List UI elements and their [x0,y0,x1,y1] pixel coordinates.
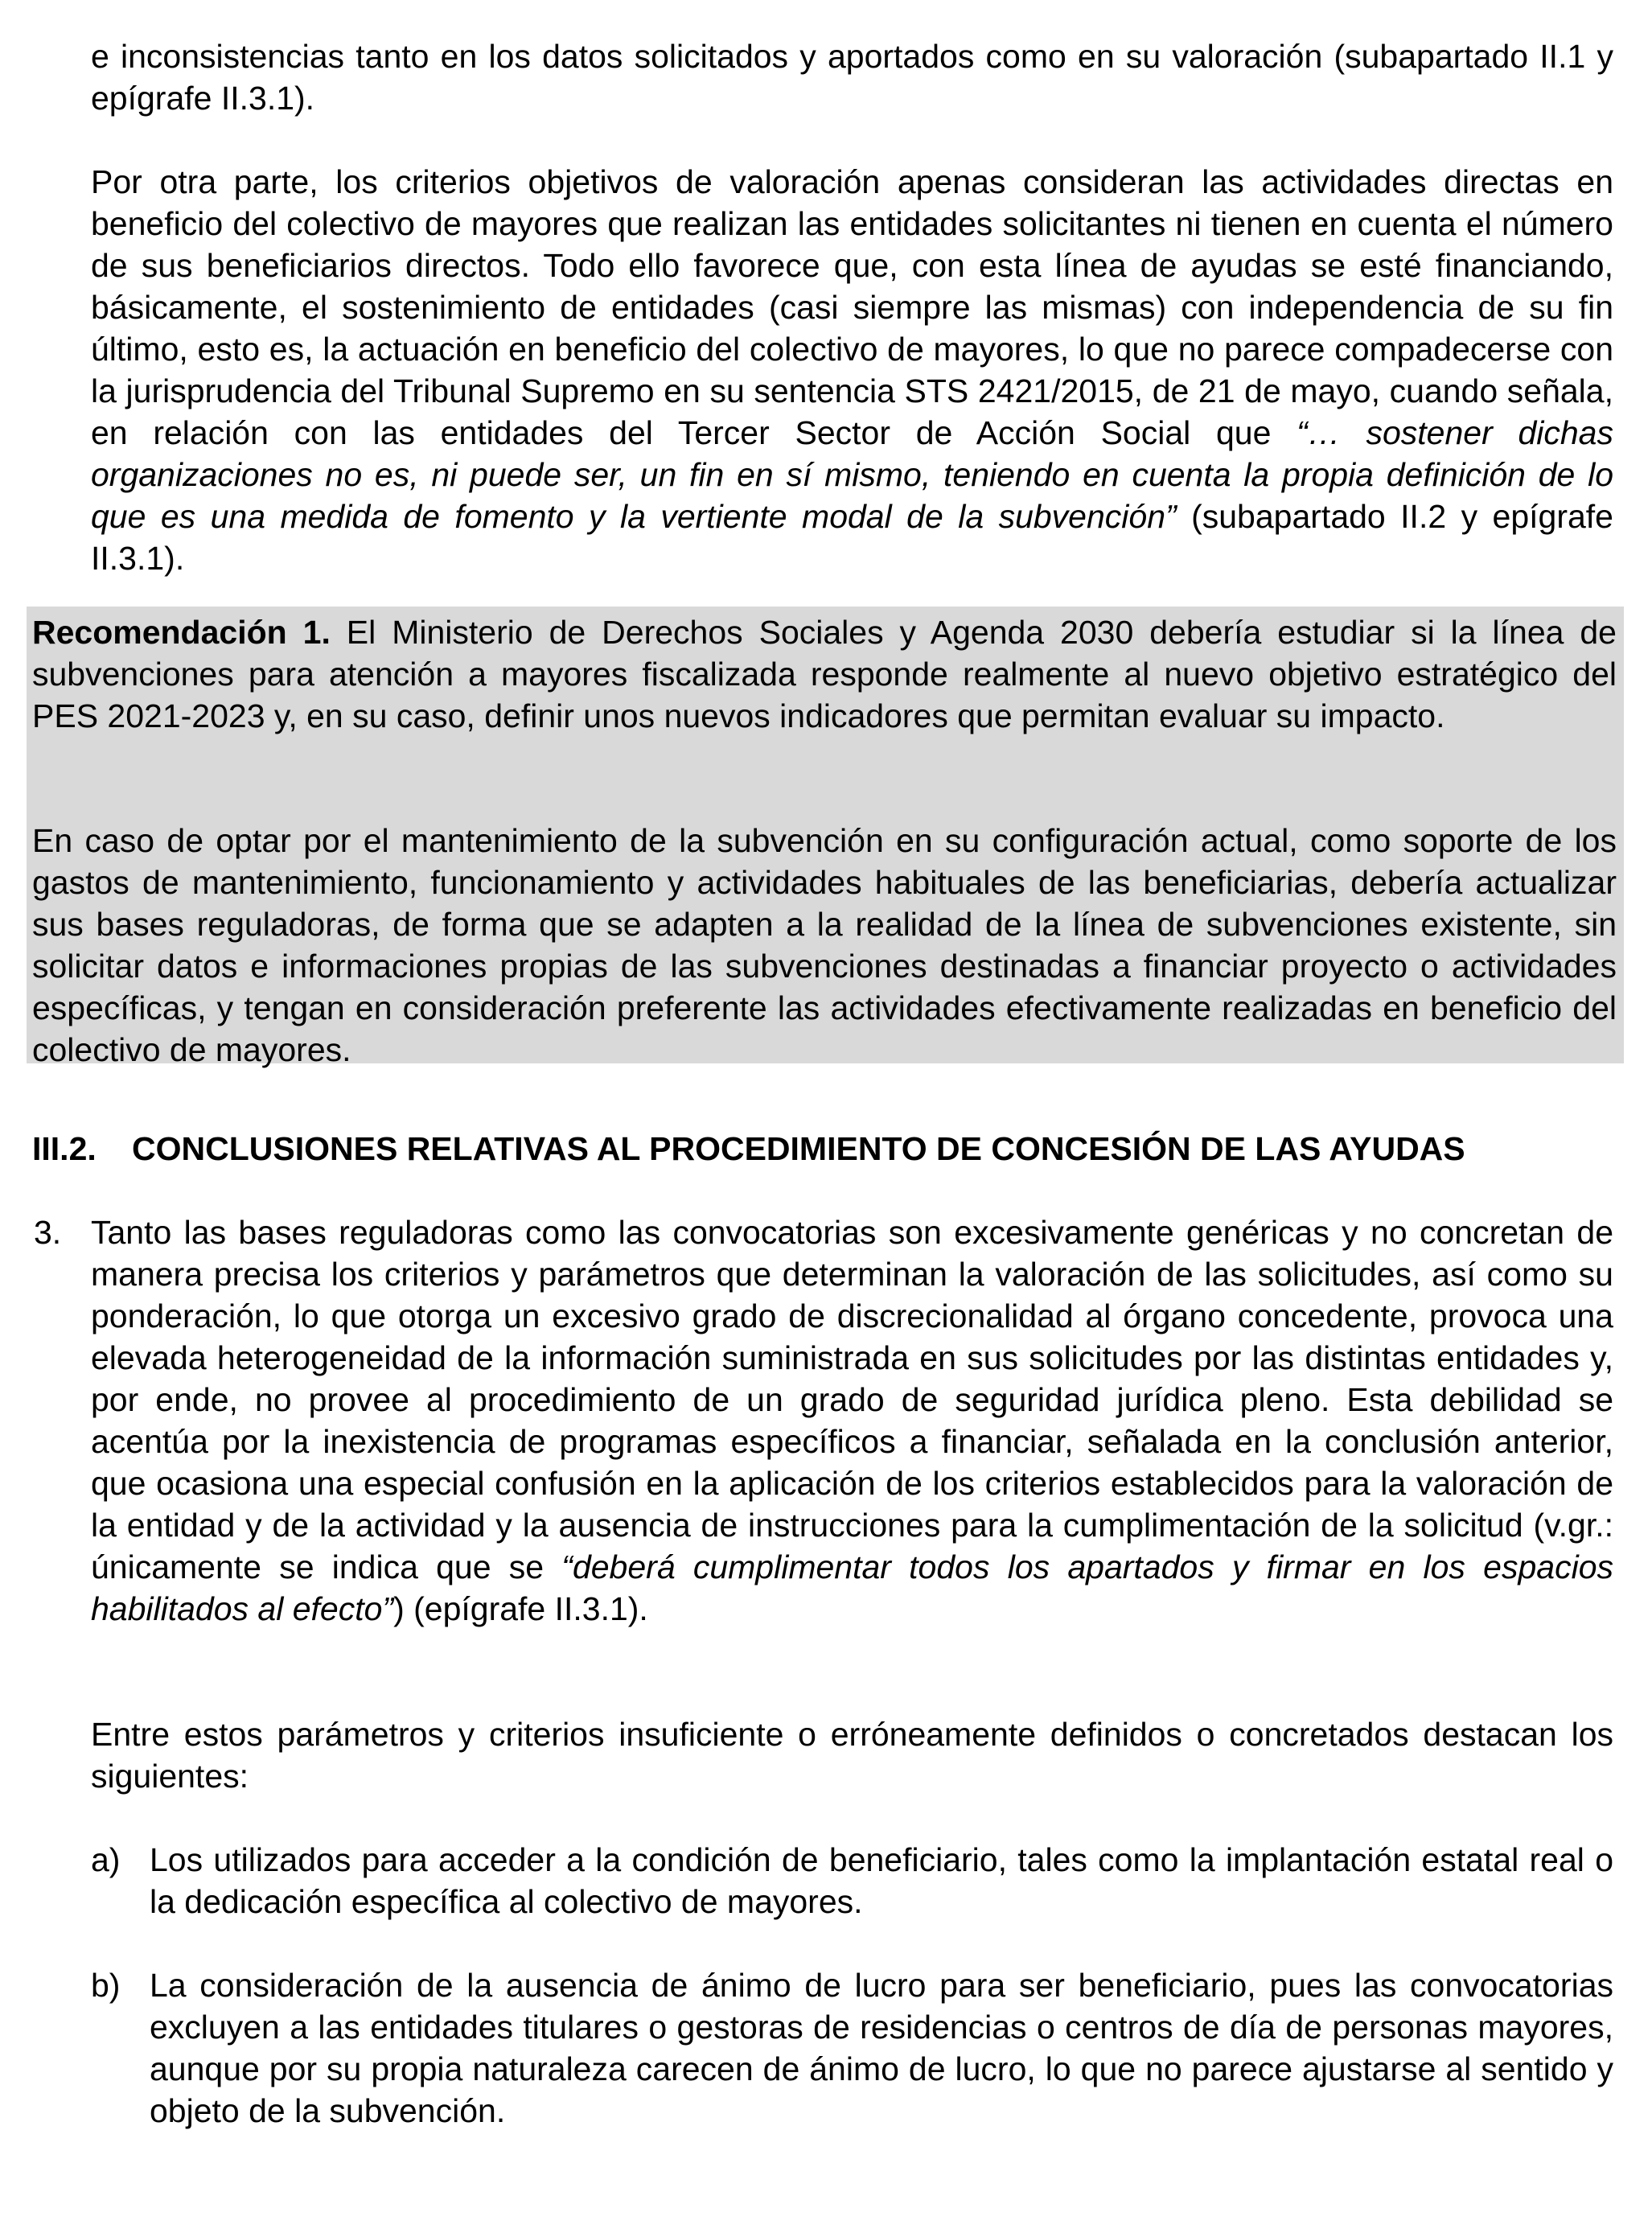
paragraph-2-reference: (subapartado II.2 y epígrafe II.3.1). [91,498,1613,577]
section-heading [32,1128,1465,1170]
sub-item-b-text: La consideración de la ausencia de ánimo de lucro para ser beneficiario, pues las convocatorias excluyen a las entidades titulares o gestoras de residencias o centros de día de personas mayores, aunque por su propia naturaleza carecen de ánimo de lucro, lo que no parece ajustarse al sentido y objeto de la subvención. [150,1967,1613,2129]
recommendation-text-2: En caso de optar por el mantenimiento de la subvención en su configuración actual, como soporte de los gastos de mantenimiento, funcionamiento y actividades habituales de las beneficiarias, debería actualizar sus bases reguladoras, de forma que se adapten a la realidad de la línea de subvenciones existente, sin solicitar datos e informaciones propias de las subvenciones destinadas a financiar proyecto o actividades específicas, y tengan en consideración preferente las actividades efectivamente realizadas en beneficio del colectivo de mayores. [32,822,1617,1068]
item-3-reference: ) (epígrafe II.3.1). [393,1590,648,1627]
sub-item-b-marker: b) [91,1967,121,2004]
section-number: III.2. [32,1130,97,1167]
paragraph-2-quote: “… sostener dichas organizaciones no es, ni puede ser, un fin en sí mismo, teniendo en cuenta la propia definición de lo que es una medida de fomento y la vertiente modal de la subvención” [91,414,1613,535]
recommendation-label: Recomendación 1. [32,614,331,651]
item-3-body: Tanto las bases reguladoras como las convocatorias son excesivamente genéricas y no concretan de manera precisa los criterios y parámetros que determinan la valoración de las solicitudes, así como su ponderación, lo que otorga un excesivo grado de discrecionalidad al órgano concedente, provoca una elevada heterogeneidad de la información suministrada en sus solicitudes por las distintas entidades y, por ende, no provee al procedimiento de un grado de seguridad jurídica pleno. Esta debilidad se acentúa por la inexistencia de programas específicos a financiar, señalada en la conclusión anterior, que ocasiona una especial confusión en la aplicación de los criterios establecidos para la valoración de la entidad y de la actividad y la ausencia de instrucciones para la cumplimentación de la solicitud (v.gr.: únicamente se indica que se [91,1214,1613,1585]
sub-item-a [150,1839,1613,1923]
item-3-marker: 3. [34,1214,62,1251]
recommendation-paragraph-1 [32,611,1617,737]
item-3-quote: “deberá cumplimentar todos los apartados y firmar en los espacios habilitados al efecto” [91,1548,1613,1627]
section-title: CONCLUSIONES RELATIVAS AL PROCEDIMIENTO DE CONCESIÓN DE LAS AYUDAS [132,1130,1465,1167]
recommendation-paragraph-2 [32,820,1617,1071]
item-3-intro [91,1713,1613,1797]
sub-item-b [150,1964,1613,2132]
paragraph-2-text: Por otra parte, los criterios objetivos de valoración apenas consideran las actividades directas en beneficio del colectivo de mayores que realizan las entidades solicitantes ni tienen en cuenta el número de sus beneficiarios directos. Todo ello favorece que, con esta línea de ayudas se esté financiando, básicamente, el sostenimiento de entidades (casi siempre las mismas) con independencia de su fin último, esto es, la actuación en beneficio del colectivo de mayores, lo que no parece compadecerse con la jurisprudencia del Tribunal Supremo en su sentencia STS 2421/2015, de 21 de mayo, cuando señala, en relación con las entidades del Tercer Sector de Acción Social que [91,163,1613,451]
item-3-text [91,1211,1613,1630]
paragraph-1-text: e inconsistencias tanto en los datos solicitados y aportados como en su valoración (subapartado II.1 y epígrafe II.3.1). [91,38,1613,117]
recommendation-text-1: El Ministerio de Derechos Sociales y Agenda 2030 debería estudiar si la línea de subvenciones para atención a mayores fiscalizada responde realmente al nuevo objetivo estratégico del PES 2021-2023 y, en su caso, definir unos nuevos indicadores que permitan evaluar su impacto. [32,614,1617,734]
sub-item-a-marker: a) [91,1841,121,1878]
paragraph-criteria [91,161,1613,579]
sub-item-a-text: Los utilizados para acceder a la condición de beneficiario, tales como la implantación estatal real o la dedicación específica al colectivo de mayores. [150,1841,1613,1920]
item-3-intro-text: Entre estos parámetros y criterios insuficiente o erróneamente definidos o concretados destacan los siguientes: [91,1716,1613,1795]
paragraph-continuation [91,35,1613,119]
